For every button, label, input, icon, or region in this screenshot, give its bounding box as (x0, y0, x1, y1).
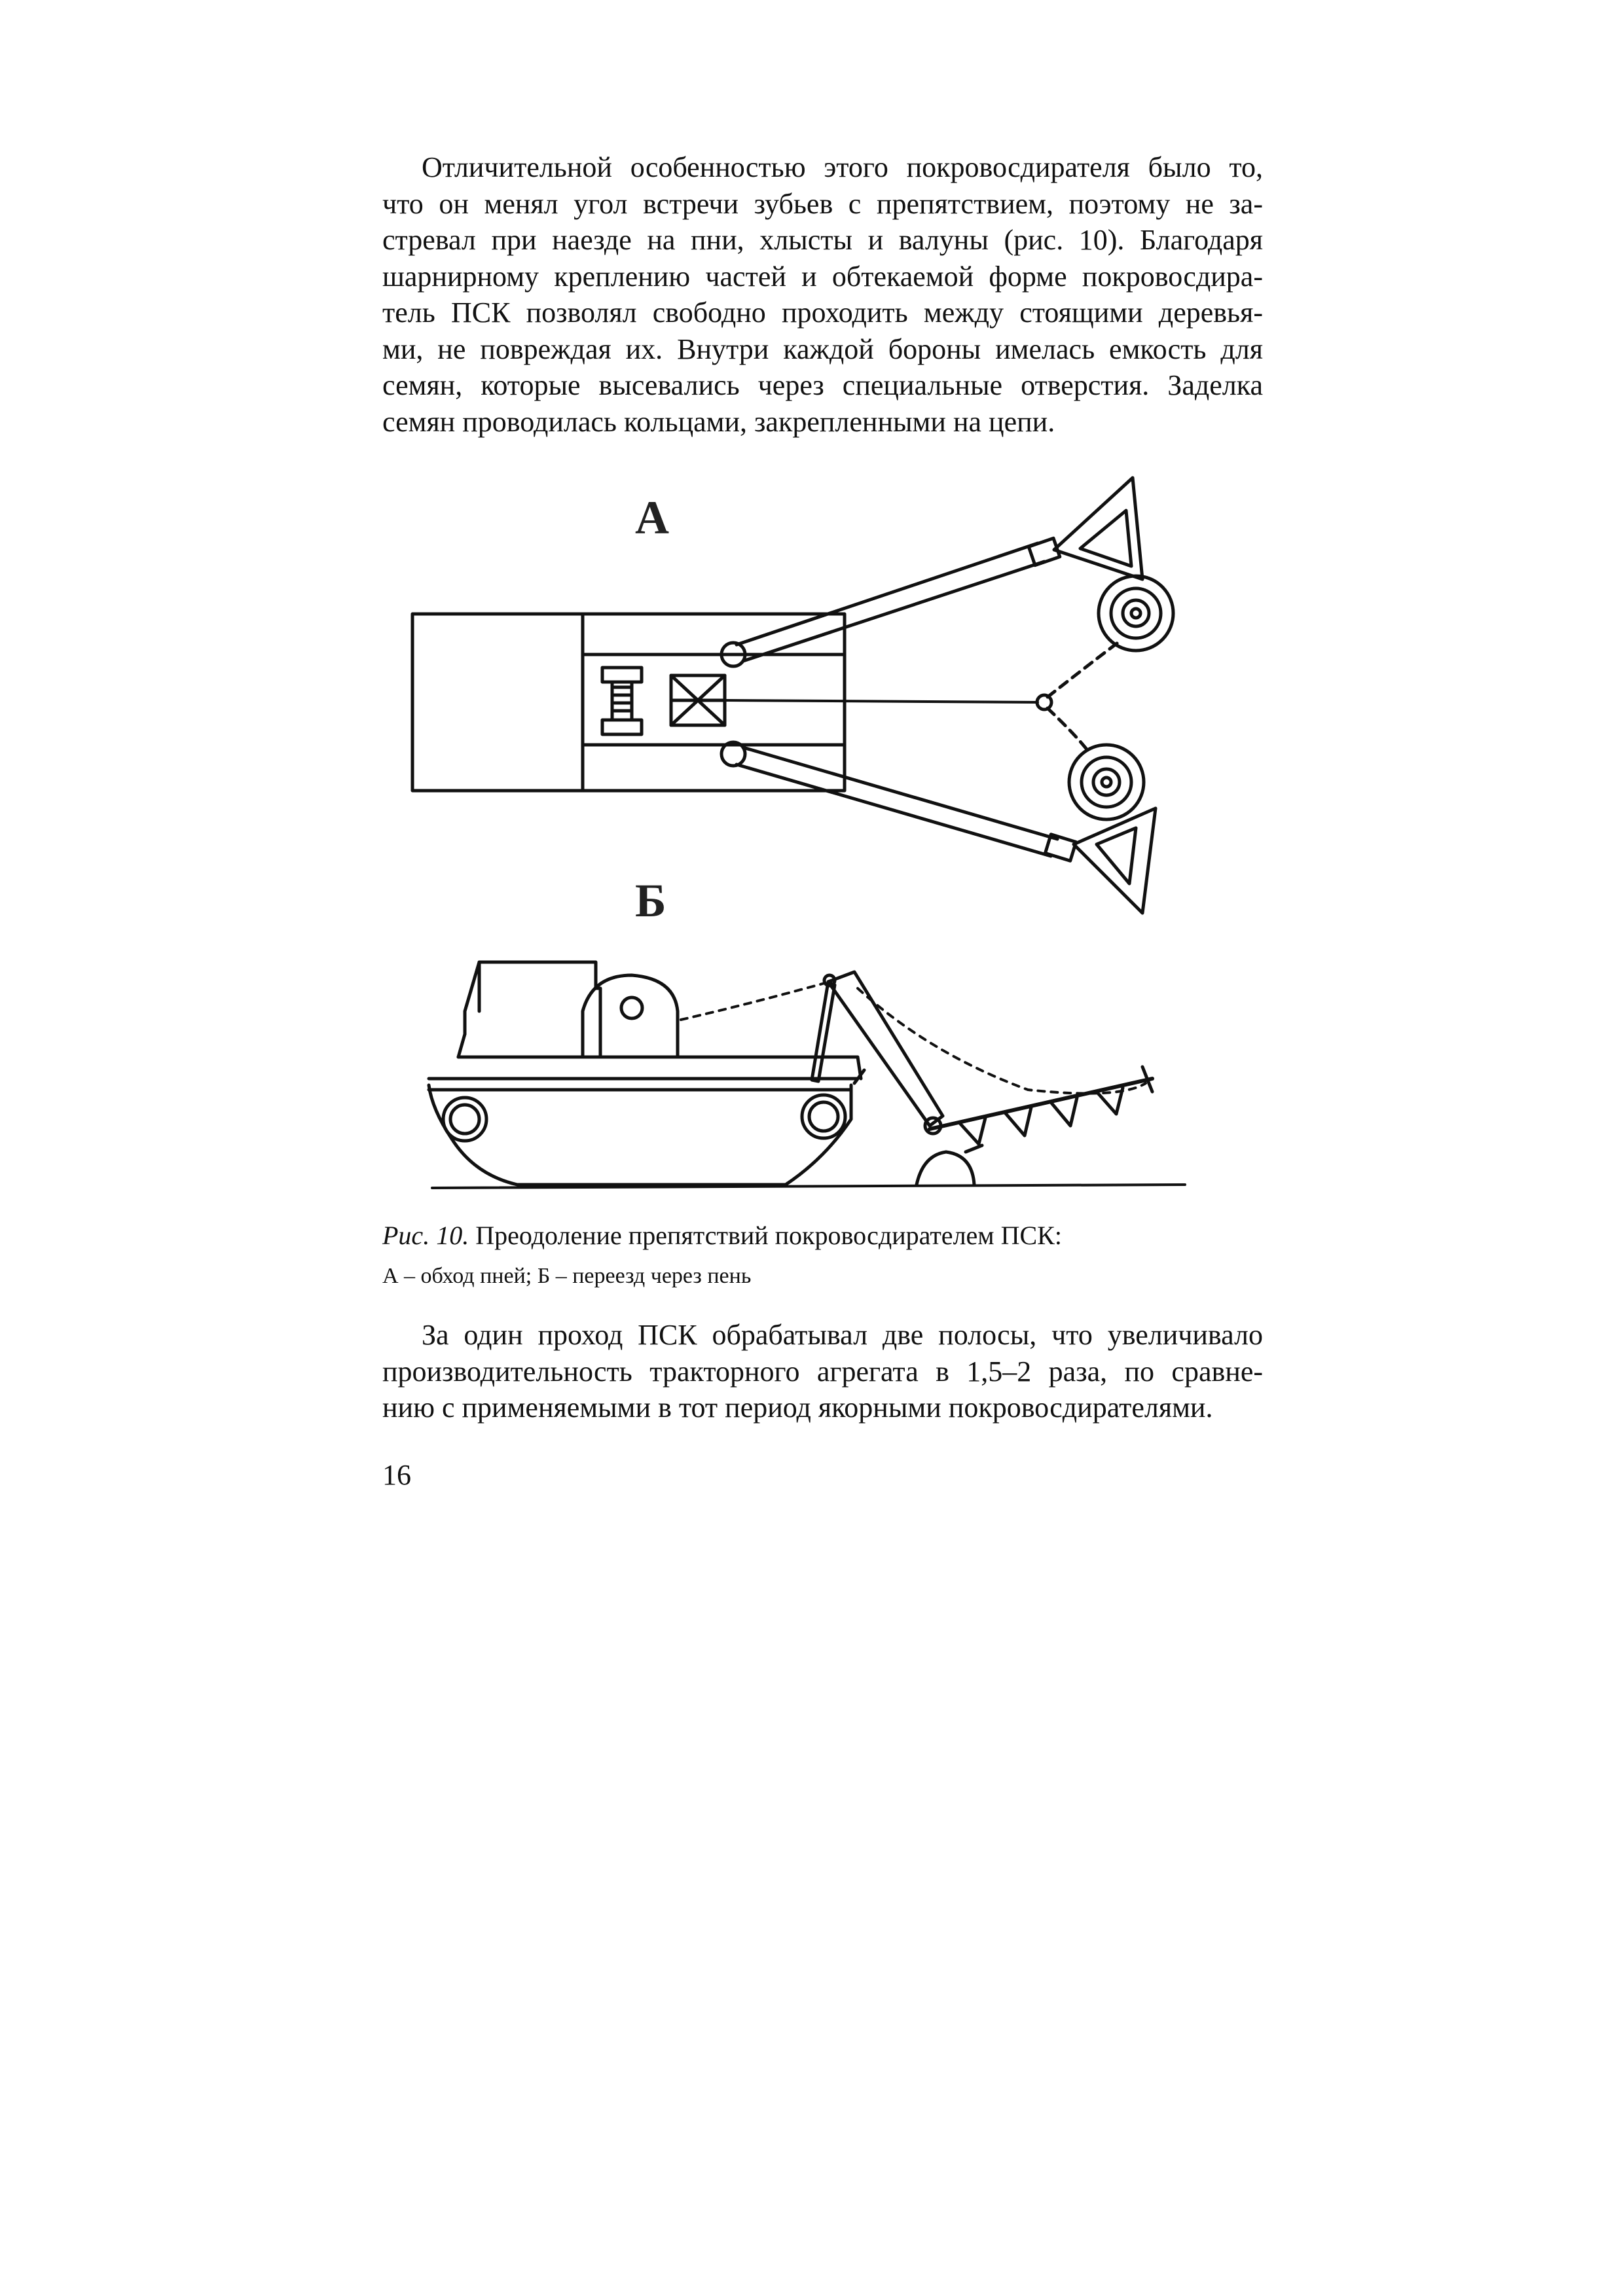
paragraph-2 (382, 1317, 1263, 1426)
paragraph-1 (382, 149, 1263, 440)
text-line: тель ПСК позволял свободно проходить между стоящими деревья- (382, 296, 1263, 329)
text-line: ми, не повреждая их. Внутри каждой бороны имелась емкость для (382, 332, 1263, 365)
stump-lower (1069, 745, 1144, 819)
text-line: стревал при наезде на пни, хлысты и валуны (рис. 10). Благодаря (382, 224, 1263, 256)
text-line: За один проход ПСК обрабатывал две полосы, что увеличивало (422, 1319, 1263, 1351)
text-line: нию с применяемыми в тот период якорными покровосдирателями. (382, 1391, 1213, 1424)
text-line: шарнирному креплению частей и обтекаемой форме покровосдира- (382, 260, 1263, 293)
figure-10-drawing (367, 452, 1205, 1224)
text-line: производительность тракторного агрегата в 1,5–2 раза, по сравне- (382, 1355, 1263, 1388)
panel-b-side-view (429, 962, 1185, 1188)
text-line: что он менял угол встречи зубьев с препятствием, поэтому не за- (382, 187, 1263, 220)
panel-a-top-view (412, 478, 1173, 913)
stump-side (917, 1152, 974, 1185)
caption-title-line (382, 1219, 1263, 1252)
figure-label-a: А (635, 492, 669, 544)
figure-caption (382, 1219, 1263, 1293)
caption-legend: А – обход пней; Б – переезд через пень (382, 1264, 752, 1288)
text-line: семян, которые высевались через специальные отверстия. Заделка (382, 369, 1263, 401)
stump-upper (1099, 576, 1173, 651)
figure-label-b: Б (635, 874, 666, 927)
page-number: 16 (382, 1459, 411, 1491)
caption-number: Рис. 10. (382, 1221, 469, 1250)
text-line: семян проводилась кольцами, закрепленными на цепи. (382, 405, 1055, 438)
text-line: Отличительной особенностью этого покровосдирателя было то, (422, 151, 1263, 183)
caption-title: Преодоление препятствий покровосдирателем ПСК: (475, 1221, 1062, 1250)
